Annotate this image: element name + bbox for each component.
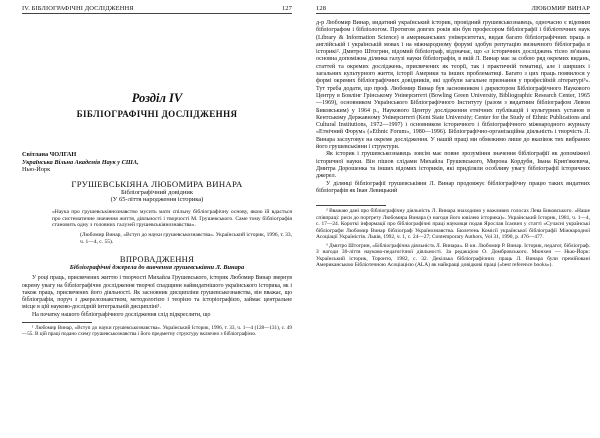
left-page-number: 127 — [281, 5, 292, 12]
left-paragraph-2: На початку нашого бібліографічного дослідження слід підкреслити, що — [32, 311, 211, 318]
footnote-1: ¹ Любомир Винар, «Вступ до науки грушевськознавства». Український Історик, 1996, т. 33, ч. 1—4 (128—131), с. 49—55. В цій праці подано схему грушевськознавства і його предметну структуру включно з бібліографією. — [22, 324, 292, 338]
section-title: ВПРОВАДЖЕННЯ — [119, 254, 195, 265]
right-running-head — [316, 5, 590, 14]
right-running-head-title: ЛЮБОМИР ВИНАР — [531, 5, 590, 12]
chapter-label: Розділ IV — [131, 91, 183, 105]
section-subtitle: Бібліографічні джерела до вивчення грушевськіяни Л. Винара — [69, 264, 245, 272]
epigraph-source: (Любомир Винар, «Вступ до науки грушевськознавства». Український історик, 1996, т. 33, ч. 1—4, с. 55). — [80, 232, 292, 245]
right-paragraph-1: д-р Любомир Винар, видатний український історик, провідний грушевськознавець, одночасно є відомим бібліографом і бібліологом. Протягом довгих років він був професором бібліографії і бібліотечних наук (Library & Information Science) в американських університетах, видав багато бібліографічних праць в англійській і українській мовах і на міжнародному форумі здобув репутацію визначного бібліографа в історикі². Дмитро Штогрин, відомий бібліограф, відзначає, що «з історичних досліджень тісно зв'язана основна допоміжна ділянка галузі науки бібліографія, в якій Л. Винар має за собою ряд окремих видань, статтей та окремих досліджень, присвячених як теорії, так і практичній тематиці, але і ширших і загальних культурного життя, історії Америки та інших проблематиці. Багато з цих праць появилося у формі окремих бібліографічних довідників, які здобули загальне признання у професійній літературі³». Тут треба додати, що проф. Любомир Винар був засновником і директором Бібліографічного Наукового Центру в Бовлінг Грінському Університеті (Bowling Green University, Bibliographic Research Center, 1965—1969), основником Українського Бібліографічного Інституту (разом з видатним бібліографом Левом Биковським) у 1964 р., Наукового Центру дослідження етнічних публікацій і культурних установ в Кентському Державному Університеті (Kent State University; Center for the Study of Ethnic Publications and Cultural Institutions, 1972—1997) і основником історичного і бібліографічного міжнародного журналу «Етнічний Форум» («Ethnic Forum», 1980—1996). Бібліографічно-організаційна діяльність і творчість Л. Винара заслуговує на окреме дослідження. У нашій праці ми обмежимо лише до вказівок тих вибраних його грушевськіяни і структури. — [316, 20, 590, 151]
article-subtitle-1: Бібліографічний довідник — [121, 188, 193, 196]
author-city: Нью-Йорк — [22, 166, 51, 174]
right-page — [300, 0, 600, 438]
article-title: ГРУШЕВСЬКІЯНА ЛЮБОМИРА ВИНАРА — [71, 178, 243, 189]
footnote-rule — [316, 205, 386, 206]
right-paragraph-2: Як історик і грушевськознавець зовсім має повне зрозуміння значення бібліографії як допоміжної історичної науки. Він пішов слідами Михайла Грушевського, Мирона Кордуби, Івана Крип'якевича, Дмитра Дорошенка та інших відомих істориків, які приділяли особливу увагу бібліографії історичних джерел. — [316, 151, 590, 180]
footnote-3: ³ Дмитро Штогрин, «Бібліографічна діяльність Л. Винара». В кн. Любомир Р. Винар. Історик, педагог, бібліограф. З нагоди 30-ліття науково-педагогічної діяльності. За редакцією О. Домбровського. Мюнхен — Нью-Йорк: Український історик, Торонто, 1982, с. 32. Декілька бібліографічних праць Л. Винара були премійовані Американською Бібліотечною Асоціацією (ALA) як найкращі довідкові праці («best reference books»). — [316, 242, 590, 269]
left-running-head-title: IV. БІБЛІОГРАФІЧНІ ДОСЛІДЖЕННЯ — [22, 5, 134, 12]
chapter-title: БІБЛІОГРАФІЧНІ ДОСЛІДЖЕННЯ — [76, 109, 238, 119]
author-block — [22, 151, 292, 174]
author-affiliation: Українська Вільна Академія Наук у США, — [22, 158, 139, 166]
epigraph-text: «Наука про грушевськіянознавство мусить мати спільну бібліографічну основу, якою їй вдасться про систематичне значення життя, діяльності і творчості М. Грушевського. Саме тому бібліографія становить одну з головних галузей грушевськіянознавства». — [52, 208, 292, 229]
right-page-number: 128 — [316, 5, 327, 12]
right-paragraph-3: У ділянці бібліографії грушевськіяни Л. Винар продовжує бібліографічну працю таких видатних бібліографів як Іван Левицький — [316, 180, 590, 194]
left-running-head — [22, 5, 292, 14]
author-name: Світлана ЧОЛГАН — [22, 151, 77, 158]
footnote-2: ² Вважаю дані про бібліографічну діяльність Л. Винара знаходимо у важливих голосах Лева Биковського. «Наше співпраці: риси до портрету Любомира Винара (з нагоди його ювілею історика)». Український Історик, 1981, ч. 1—4, с. 17—24. Короткі інформації про бібліографічні праці науковця подав Ярослав Ісаєвич у статті «Сучасні українські бібліографи Любомир Винар бібліограф Українознавства. Бюлетень Комісії української бібліографії Міжнародної Асоціації Україністів. Львів, 1992, ч. 1, с. 24—27; Contemporary Authors, Vol 31, 1990, р. 476—477. — [316, 208, 590, 241]
article-subtitle-2: (У 65-ліття народження історика) — [110, 196, 204, 204]
footnote-rule — [22, 322, 92, 323]
left-paragraph-1: У році праць, присвячених життю і творчості Михайла Грушевського, історик Любомир Винар звернув окрему увагу на бібліографічне дослідження творчої спадщини найвидатнішого українського історика, як і також праць, присвячених його діяльності. Як засновник дисципліни грушевськознавства, він вважає, що бібліографія, поруч з джерелознавством, методологією і теорією та історіографією, займає центральне місце в цій науково-дослідній інтегральній дисципліні¹. — [22, 275, 292, 311]
